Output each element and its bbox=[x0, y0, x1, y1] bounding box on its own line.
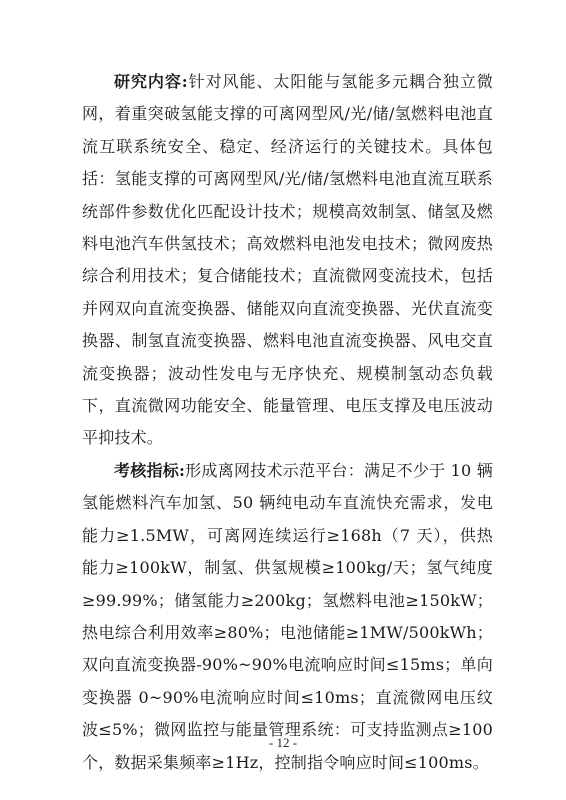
research-content-paragraph bbox=[82, 66, 493, 455]
research-content-text: 针对风能、太阳能与氢能多元耦合独立微网，着重突破氢能支撑的可离网型风/光/储/氢燃料电池直流互联系统安全、稳定、经济运行的关键技术。具体包括：氢能支撑的可离网型风/光/储/氢燃料电池直流互联系统部件参数优化匹配设计技术；规模高效制氢、储氢及燃料电池汽车供氢技术；高效燃料电池发电技术；微网废热综合利用技术；复合储能技术；直流微网变流技术，包括并网双向直流变换器、储能双向直流变换器、光伏直流变换器、制氢直流变换器、燃料电池直流变换器、风电交直流变换器；波动性发电与无序快充、规模制氢动态负载下，直流微网功能安全、能量管理、电压支撑及电压波动平抑技术。 bbox=[82, 72, 493, 448]
assessment-indicators-text: 形成离网技术示范平台：满足不少于 10 辆氢能燃料汽车加氢、50 辆纯电动车直流快充需求，发电能力≥1.5MW，可离网连续运行≥168h（7 天），供热能力≥100kW，制氢、供氢规模≥100kg/天；氢气纯度≥99.99%；储氢能力≥200kg；氢燃料电池≥150kW；热电综合利用效率≥80%；电池储能≥1MW/500kWh；双向直流变换器-90%~90%电流响应时间≤15ms；单向变换器 0~90%电流响应时间≤10ms；直流微网电压纹波≤5%；微网监控与能量管理系统：可支持监测点≥100 个，数据采集频率≥1Hz，控制指令响应时间≤100ms。 bbox=[82, 460, 493, 772]
assessment-indicators-heading: 考核指标: bbox=[114, 460, 186, 480]
assessment-indicators-paragraph bbox=[82, 455, 493, 779]
research-content-heading: 研究内容: bbox=[114, 72, 188, 91]
document-body bbox=[82, 66, 493, 779]
page-number: - 12 - bbox=[268, 735, 298, 750]
